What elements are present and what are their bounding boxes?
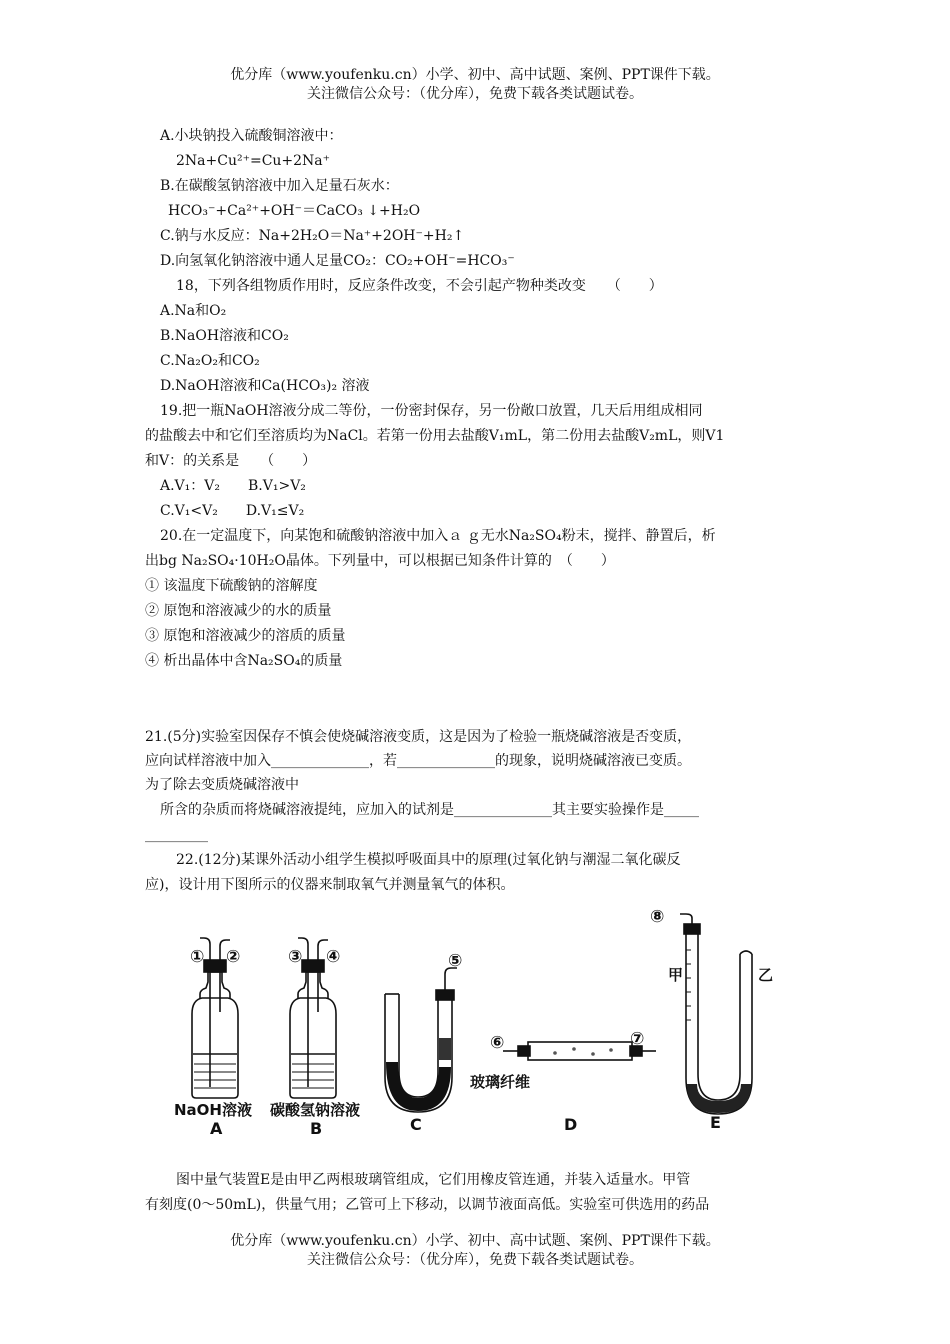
q18-stem: 18，下列各组物质作用时，反应条件改变，不会引起产物种类改变 （ ） (176, 278, 663, 294)
apparatus-figure (160, 902, 810, 1137)
page-footer (0, 1232, 950, 1270)
q21-line-4: 所含的杂质而将烧碱溶液提纯，应加入的试剂是______________其主要实验操作是_____ (160, 802, 699, 818)
q21-line-5: _________ (145, 827, 208, 843)
port-label-7: ⑦ (630, 1029, 645, 1049)
port-label-6: ⑥ (490, 1033, 505, 1053)
label-naoh-solution: NaOH溶液 (174, 1101, 252, 1119)
u-tube-c (385, 968, 457, 1112)
q17-option-a: A.小块钠投入硫酸铜溶液中： (160, 128, 343, 144)
q18-option-b: B.NaOH溶液和CO₂ (160, 328, 289, 344)
footer-line-2: 关注微信公众号：（优分库），免费下载各类试题试卷。 (307, 1252, 643, 1268)
q20-item-1: ① 该温度下硫酸钠的溶解度 (145, 578, 318, 594)
apparatus-label-c: C (410, 1115, 422, 1134)
q22-paragraph-line-2: 有刻度(0～50mL)，供量气用；乙管可上下移动，以调节液面高低。实验室可供选用的药品 (145, 1197, 710, 1213)
q17-option-a-equation: 2Na+Cu²⁺=Cu+2Na⁺ (176, 153, 331, 169)
port-label-5: ⑤ (448, 951, 463, 971)
q21-line-1: 21.(5分)实验室因保存不慎会使烧碱溶液变质，这是因为了检验一瓶烧碱溶液是否变质， (145, 729, 692, 745)
q21-line-2: 应向试样溶液中加入______________，若______________的现象，说明烧碱溶液已变质。 (145, 753, 691, 769)
apparatus-label-b: B (310, 1119, 323, 1137)
q20-item-3: ③ 原饱和溶液减少的溶质的质量 (145, 628, 346, 644)
footer-line-1: 优分库（www.youfenku.cn）小学、初中、高中试题、案例、PPT课件下载。 (230, 1233, 720, 1249)
port-label-2: ② (226, 947, 241, 967)
label-glass-fiber: 玻璃纤维 (470, 1073, 531, 1091)
label-nahco3-solution: 碳酸氢钠溶液 (270, 1101, 361, 1119)
header-line-2: 关注微信公众号：（优分库），免费下载各类试题试卷。 (307, 86, 643, 102)
port-label-3: ③ (288, 947, 303, 967)
q20-item-2: ② 原饱和溶液减少的水的质量 (145, 603, 332, 619)
q17-option-b-equation: HCO₃⁻+Ca²⁺+OH⁻＝CaCO₃ ↓+H₂O (168, 203, 421, 219)
port-label-4: ④ (326, 947, 341, 967)
apparatus-label-a: A (210, 1119, 223, 1137)
q22-paragraph-line-1: 图中量气装置E是由甲乙两根玻璃管组成，它们用橡皮管连通，并装入适量水。甲管 (176, 1172, 691, 1188)
q22-line-2: 应)，设计用下图所示的仪器来制取氧气并测量氧气的体积。 (145, 877, 515, 893)
header-line-1: 优分库（www.youfenku.cn）小学、初中、高中试题、案例、PPT课件下载。 (230, 67, 720, 83)
gas-burette-e (680, 914, 752, 1114)
q20-line-1: 20.在一定温度下，向某饱和硫酸钠溶液中加入ａ ｇ无水Na₂SO₄粉末，搅拌、静置后，析 (160, 528, 716, 544)
q17-option-c: C.钠与水反应：Na+2H₂O＝Na⁺+2OH⁻+H₂↑ (160, 228, 465, 244)
q20-line-2: 出bg Na₂SO₄·10H₂O晶体。下列量中，可以根据已知条件计算的 （ ） (145, 553, 615, 569)
q17-option-d: D.向氢氧化钠溶液中通人足量CO₂：CO₂+OH⁻=HCO₃⁻ (160, 253, 515, 269)
q20-item-4: ④ 析出晶体中含Na₂SO₄的质量 (145, 653, 343, 669)
q19-line-2: 的盐酸去中和它们至溶质均为NaCl。若第一份用去盐酸V₁mL，第二份用去盐酸V₂mL，则V1 (145, 428, 725, 444)
q18-option-c: C.Na₂O₂和CO₂ (160, 353, 260, 369)
q22-line-1: 22.(12分)某课外活动小组学生模拟呼吸面具中的原理(过氧化钠与潮湿二氧化碳反 (176, 852, 681, 868)
tube-label-jia: 甲 (668, 966, 684, 984)
q19-line-1: 19.把一瓶NaOH溶液分成二等份，一份密封保存，另一份敞口放置，几天后用组成相同 (160, 403, 703, 419)
q19-line-3: 和V：的关系是 （ ） (145, 453, 317, 469)
apparatus-label-e: E (710, 1113, 721, 1132)
port-label-8: ⑧ (650, 907, 665, 927)
q19-options-ab: A.V₁：V₂ B.V₁>V₂ (160, 478, 306, 494)
q21-line-3: 为了除去变质烧碱溶液中 (145, 777, 299, 793)
page-header (0, 66, 950, 104)
q18-option-a: A.Na和O₂ (160, 303, 227, 319)
port-label-1: ① (190, 947, 205, 967)
tube-label-yi: 乙 (758, 966, 774, 984)
q17-option-b: B.在碳酸氢钠溶液中加入足量石灰水： (160, 178, 399, 194)
apparatus-label-d: D (564, 1115, 578, 1134)
q18-option-d: D.NaOH溶液和Ca(HCO₃)₂ 溶液 (160, 378, 370, 394)
q19-options-cd: C.V₁<V₂ D.V₁≤V₂ (160, 503, 305, 519)
